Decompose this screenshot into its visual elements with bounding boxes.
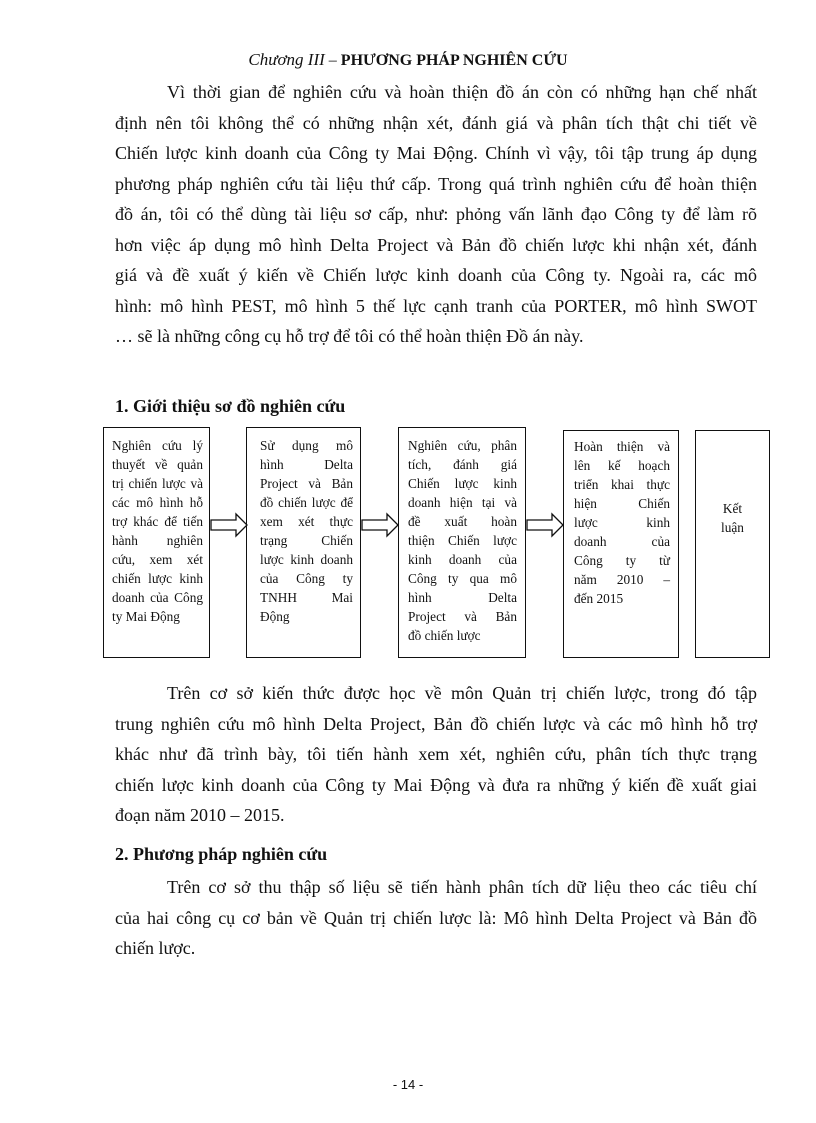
intro-paragraph xyxy=(115,77,757,352)
paragraph-line: đoạn năm 2010 – 2015. xyxy=(115,805,285,825)
paragraph-line: … sẽ là những công cụ hỗ trợ để tôi có thể hoàn thiện Đồ án này. xyxy=(115,326,584,346)
page-number: - 14 - xyxy=(392,1077,424,1092)
section-2-heading: 2. Phương pháp nghiên cứu xyxy=(115,844,328,864)
chapter-label: Chương III xyxy=(248,50,325,69)
paragraph-line: Vì thời gian để nghiên cứu và hoàn thiện đồ án còn có những hạn chế nhất xyxy=(167,82,757,102)
diagram-box-5 xyxy=(695,430,770,658)
flow-arrow-3 xyxy=(526,512,564,538)
paragraph-line: chiến lược kinh doanh của Công ty Mai Động và đưa ra những ý kiến đề xuất giai xyxy=(115,774,757,795)
paragraph-line: hơn việc áp dụng mô hình Delta Project và Bản đồ chiến lược khi nhận xét, đánh xyxy=(115,234,757,255)
diagram-box-1 xyxy=(103,427,210,658)
chapter-title xyxy=(0,50,816,70)
diagram-box-4-text: Hoàn thiện và lên kế hoạch triển khai thực hiện Chiến lược kinh doanh của Công ty từ năm 2010 – đến 2015 xyxy=(574,439,670,606)
diagram-box-1-text: Nghiên cứu lý thuyết về quản trị chiến lược và các mô hình hỗ trợ khác để tiến hành nghiên cứu, xem xét chiến lược kinh doanh của Công ty Mai Động xyxy=(112,438,203,624)
paragraph-line: giá và đề xuất ý kiến về Chiến lược kinh doanh của Công ty. Ngoài ra, các mô xyxy=(115,265,757,285)
flow-arrow-2 xyxy=(361,512,399,538)
paragraph-line: định nên tôi không thể có những nhận xét, đánh giá và phân tích thật chi tiết về xyxy=(115,112,757,133)
paragraph-line: khác như đã trình bày, tôi tiến hành xem xét, nghiên cứu, phân tích thực trạng xyxy=(115,744,757,764)
paragraph-line: trung nghiên cứu mô hình Delta Project, Bản đồ chiến lược và các mô hình hỗ trợ xyxy=(115,713,757,734)
paragraph-line: Trên cơ sở thu thập số liệu sẽ tiến hành phân tích dữ liệu theo các tiêu chí xyxy=(167,877,757,897)
section-1-heading: 1. Giới thiệu sơ đồ nghiên cứu xyxy=(115,396,346,416)
title-dash: – xyxy=(324,52,341,69)
paragraph-line: phương pháp nghiên cứu tài liệu thứ cấp. Trong quá trình nghiên cứu để hoàn thiện xyxy=(115,173,757,194)
paragraph-line: Trên cơ sở kiến thức được học về môn Quản trị chiến lược, trong đó tập xyxy=(167,683,757,703)
paragraph-line: đồ án, tôi có thể dùng tài liệu sơ cấp, như: phỏng vấn lãnh đạo Công ty để làm rõ xyxy=(115,204,757,224)
chapter-name: PHƯƠNG PHÁP NGHIÊN CỨU xyxy=(340,52,568,69)
diagram-box-4 xyxy=(563,430,679,658)
paragraph-line: chiến lược. xyxy=(115,938,196,958)
diagram-box-5-text: Kết luận xyxy=(721,501,744,535)
paragraph-line: của hai công cụ cơ bản về Quản trị chiến lược là: Mô hình Delta Project và Bản đồ xyxy=(115,907,757,928)
paragraph-line: hình: mô hình PEST, mô hình 5 thế lực cạnh tranh của PORTER, mô hình SWOT xyxy=(115,295,757,316)
flow-arrow-1 xyxy=(210,512,248,538)
section-1-paragraph xyxy=(115,678,757,831)
diagram-box-2-text: Sử dụng mô hình Delta Project và Bản đồ chiến lược để xem xét thực trạng Chiến lược kinh doanh của Công ty TNHH Mai Động xyxy=(260,438,353,624)
paragraph-line: Chiến lược kinh doanh của Công ty Mai Động. Chính vì vậy, tôi tập trung áp dụng xyxy=(115,143,757,163)
diagram-box-2 xyxy=(246,427,361,658)
diagram-box-3-text: Nghiên cứu, phân tích, đánh giá Chiến lược kinh doanh hiện tại và đề xuất hoàn thiện Chiến lược kinh doanh của Công ty qua mô hình Delta Project và Bản đồ chiến lược xyxy=(408,438,517,643)
diagram-box-3 xyxy=(398,427,526,658)
section-2-paragraph xyxy=(115,872,757,964)
